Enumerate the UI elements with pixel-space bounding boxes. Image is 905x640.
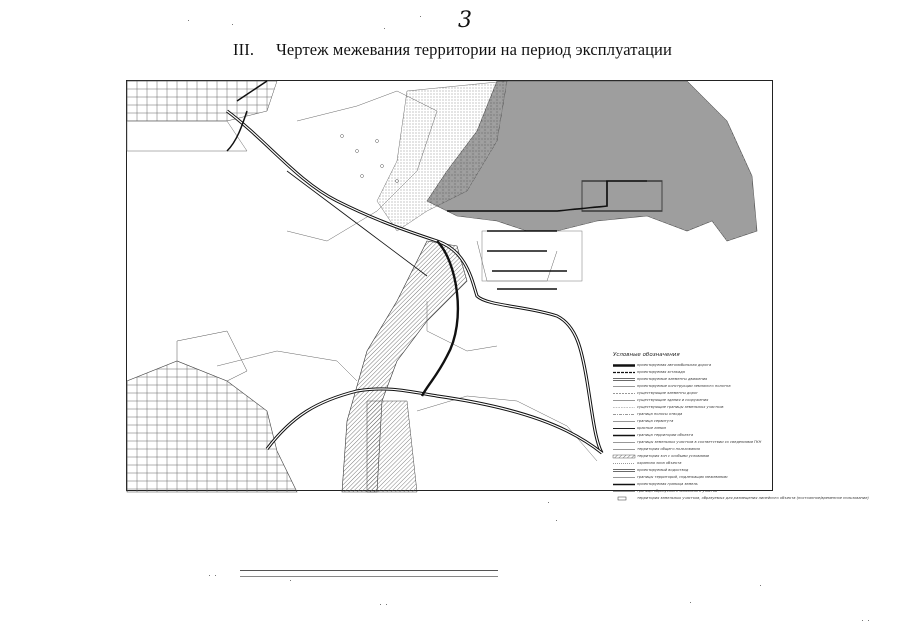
legend-item: проектируемая граница земель xyxy=(637,482,698,486)
legend-item: проектируемый водоотвод xyxy=(637,468,689,472)
legend-title: Условные обозначения xyxy=(613,352,680,358)
legend-item: границы земельных участков в соответствии со сведениями ГКН xyxy=(637,440,762,444)
legend-item: существующие элементы дорог xyxy=(637,391,698,395)
page-title xyxy=(0,40,905,60)
legend-item: граница территории объекта xyxy=(637,433,694,437)
legend-item: граница образуемого земельного участка xyxy=(637,489,718,493)
legend-item: граница сервитута xyxy=(637,419,674,423)
signature-line xyxy=(240,570,498,571)
legend-item: проектируемые конструкции земляного полотна xyxy=(637,384,731,388)
section-title: Чертеж межевания территории на период эксплуатации xyxy=(276,40,672,59)
legend-item: охранная зона объекта xyxy=(637,461,682,465)
legend-item: территория земельных участков, образуемых для размещения линейного объекта (постоянное/временное пользование) xyxy=(613,495,771,502)
legend-item: территория общего пользования xyxy=(637,447,700,451)
section-number: III. xyxy=(233,40,255,59)
legend-item: территория зон с особыми условиями xyxy=(613,453,771,460)
legend-item: существующие границы земельных участков xyxy=(637,405,724,409)
legend-item: проектируемые элементы движения xyxy=(637,377,708,381)
legend-item: проектируемая эстакада xyxy=(637,370,685,374)
page-number: 3 xyxy=(458,8,472,33)
legend-item: красные линии xyxy=(637,426,666,430)
site-plan-map xyxy=(126,80,869,500)
legend-item: существующие здания и сооружения xyxy=(637,398,709,402)
legend-item: границы территорий, подлежащих межеванию xyxy=(637,475,728,479)
signature-underline xyxy=(240,576,498,577)
legend-item: граница полосы отвода xyxy=(637,412,683,416)
map-legend xyxy=(613,352,869,504)
legend-item: проектируемая автомобильная дорога xyxy=(637,363,712,367)
